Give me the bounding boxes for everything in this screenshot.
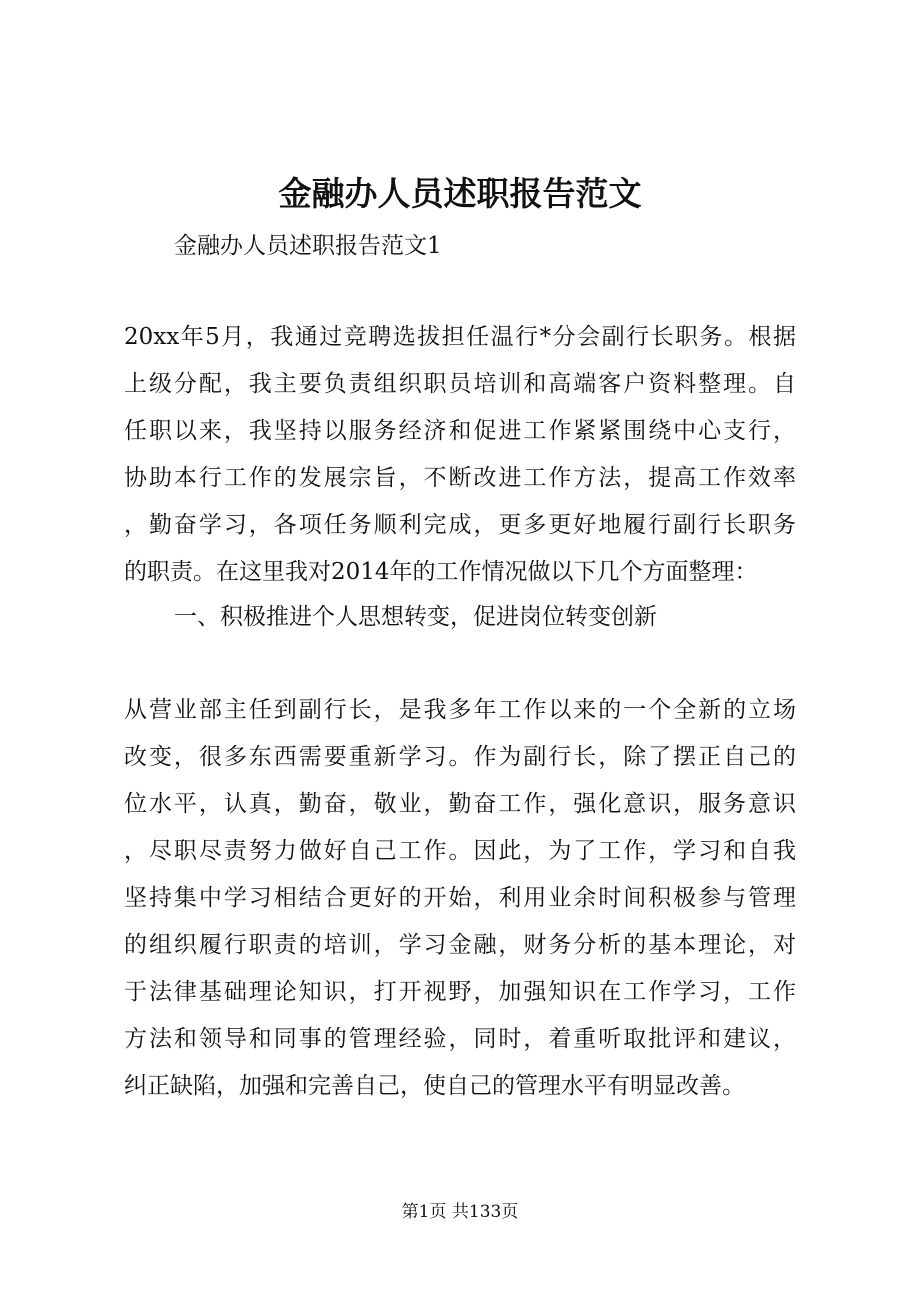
paragraph-line: 20xx年5月，我通过竞聘选拔担任温行*分会副行长职务。根据: [124, 324, 796, 350]
paragraph-line: 位水平，认真，勤奋，敬业，勤奋工作，强化意识，服务意识: [124, 791, 796, 817]
paragraph-line: 坚持集中学习相结合更好的开始，利用业余时间积极参与管理: [124, 885, 796, 911]
paragraph-line: ，尽职尽责努力做好自己工作。因此，为了工作，学习和自我: [124, 838, 796, 864]
paragraph-line: 的职责。在这里我对2014年的工作情况做以下几个方面整理：: [124, 559, 758, 585]
paragraph-line: 协助本行工作的发展宗旨，不断改进工作方法，提高工作效率: [124, 465, 796, 491]
document-subtitle: 金融办人员述职报告范文1: [174, 233, 442, 259]
paragraph-2: [124, 687, 796, 1110]
paragraph-line: ，勤奋学习，各项任务顺利完成，更多更好地履行副行长职务: [124, 512, 796, 538]
paragraph-1: [124, 314, 796, 596]
page-footer: 第1页 共133页: [401, 1202, 519, 1222]
paragraph-line: 方法和领导和同事的管理经验，同时，着重听取批评和建议，: [124, 1026, 796, 1052]
paragraph-line: 任职以来，我坚持以服务经济和促进工作紧紧围绕中心支行，: [124, 418, 796, 444]
paragraph-line: 从营业部主任到副行长，是我多年工作以来的一个全新的立场: [124, 697, 796, 723]
paragraph-line: 于法律基础理论知识，打开视野，加强知识在工作学习，工作: [124, 979, 796, 1005]
paragraph-line: 上级分配，我主要负责组织职员培训和高端客户资料整理。自: [124, 371, 796, 397]
paragraph-line: 纠正缺陷，加强和完善自己，使自己的管理水平有明显改善。: [124, 1073, 745, 1099]
paragraph-line: 的组织履行职责的培训，学习金融，财务分析的基本理论，对: [124, 932, 796, 958]
paragraph-line: 改变，很多东西需要重新学习。作为副行长，除了摆正自己的: [124, 744, 796, 770]
section-heading: 一、积极推进个人思想转变，促进岗位转变创新: [174, 604, 657, 630]
document-title: 金融办人员述职报告范文: [278, 174, 642, 213]
